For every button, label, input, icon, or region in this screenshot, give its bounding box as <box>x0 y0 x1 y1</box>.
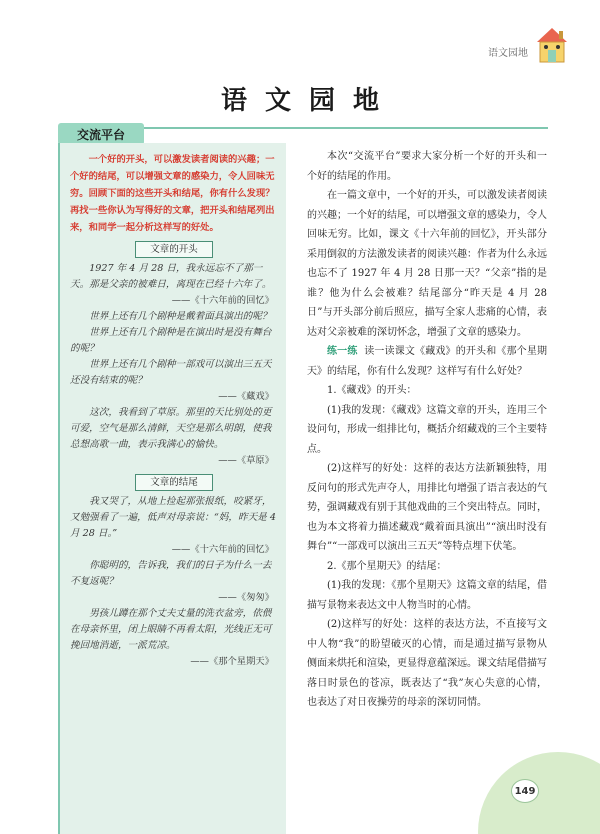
paragraph: (1)我的发现：《那个星期天》这篇文章的结尾，借描写景物来表达文中人物当时的心情。 <box>307 580 547 611</box>
page-corner-decoration <box>478 752 600 834</box>
title-char: 园 <box>302 78 342 118</box>
paragraph <box>307 342 547 381</box>
paragraph: 2.《那个星期天》的结尾： <box>327 560 447 572</box>
title-char: 文 <box>258 78 298 118</box>
paragraph: (2)这样写的好处：这样的表达方法新颖独特，用反问句的形式先声夺人，用排比句增强了语言表达的气势，强调藏戏有别于其他戏曲的三个突出特点。同时，也为本文将着力描述藏戏“戴着面具演出”“演出时没有舞台”“一部戏可以演出三五天”等特点埋下伏笔。 <box>307 463 547 552</box>
quote-text: 男孩儿蹲在那个丈夫丈量的洗衣盆旁，依偎在母亲怀里，闭上眼睛不再看太阳，光线正无可挽回地消逝，一派荒凉。 <box>70 608 272 651</box>
examples-panel <box>58 143 286 834</box>
quote-text: 这次，我看到了草原。那里的天比别处的更可爱，空气是那么清鲜，天空是那么明朗，使我总想高歌一曲，表示我满心的愉快。 <box>70 407 272 450</box>
quote-text: 世界上还有几个剧种是戴着面具演出的呢？ <box>89 311 272 322</box>
ending-heading: 文章的结尾 <box>135 474 213 491</box>
practice-label: 练一练 <box>327 346 358 357</box>
paragraph: 在一篇文章中，一个好的开头，可以激发读者阅读的兴趣；一个好的结尾，可以增强文章的感染力，令人回味无穷。比如，课文《十六年前的回忆》，开头部分采用倒叙的方法激发读者的阅读兴趣：作者为什么永远也忘不了 1927 年 4 月 28 日那一天？“父亲”指的是谁？他为什么会被难？结尾部分“昨天是 4 月 28 日”与开头部分前后照应，描写全家人悲痛的心情，表达对父亲被难的深切怀念，增强了文章的感染力。 <box>307 190 547 338</box>
quote-source: ——《草原》 <box>218 455 274 466</box>
page-title <box>0 78 600 118</box>
quote-text: 世界上还有几个剧种是在演出时是没有舞台的呢？ <box>70 327 272 354</box>
paragraph: (2)这样写的好处：这样的表达方法，不直接写文中人物“我”的盼望破灭的心情，而是通过描写景物从侧面来烘托和渲染，更显得意蕴深远。课文结尾借描写落日时景色的苍凉，既表达了“我”灰心失意的心情，也表达了对日夜操劳的母亲的深切同情。 <box>307 619 547 708</box>
house-mascot-icon <box>531 22 573 68</box>
quote-text: 1927 年 4 月 28 日，我永远忘不了那一天。那是父亲的被难日，离现在已经十六年了。 <box>70 263 272 290</box>
quote-text: 我又哭了，从地上捡起那张报纸，咬紧牙，又勉强看了一遍，低声对母亲说：“妈，昨天是 4 月 28 日。” <box>70 496 276 539</box>
paragraph: 1.《藏戏》的开头： <box>327 385 417 396</box>
quote-source: ——《藏戏》 <box>218 391 274 402</box>
quote-source: ——《匆匆》 <box>218 592 274 603</box>
quote-source: ——《十六年前的回忆》 <box>171 544 274 555</box>
quote-source: ——《那个星期天》 <box>190 656 274 667</box>
opening-heading: 文章的开头 <box>135 241 213 258</box>
paragraph: (1)我的发现：《藏戏》这篇文章的开头，连用三个设问句，形成一组排比句，概括介绍藏戏的三个主要特点。 <box>307 404 547 455</box>
analysis-text <box>307 147 547 713</box>
title-char: 语 <box>214 78 254 118</box>
intro-text: 一个好的开头，可以激发读者阅读的兴趣；一个好的结尾，可以增强文章的感染力，令人回味无穷。回顾下面的这些开头和结尾，你有什么发现？再找一些你认为写得好的文章，把开头和结尾列出来，和同学一起分析这样写的好处。 <box>70 154 275 233</box>
practice-question: 读一读课文《藏戏》的开头和《那个星期天》的结尾，你有什么发现？这样写有什么好处？ <box>307 346 548 377</box>
title-char: 地 <box>346 78 386 118</box>
quote-source: ——《十六年前的回忆》 <box>171 295 274 306</box>
quote-text: 世界上还有几个剧种一部戏可以演出三五天还没有结束的呢？ <box>70 359 272 386</box>
corner-section-label: 语文园地 <box>488 48 528 59</box>
paragraph: 本次“交流平台”要求大家分析一个好的开头和一个好的结尾的作用。 <box>307 151 547 182</box>
section-tab: 交流平台 <box>58 123 144 145</box>
quote-text: 你聪明的，告诉我，我们的日子为什么一去不复返呢？ <box>70 560 272 587</box>
page-number: 149 <box>511 779 539 803</box>
